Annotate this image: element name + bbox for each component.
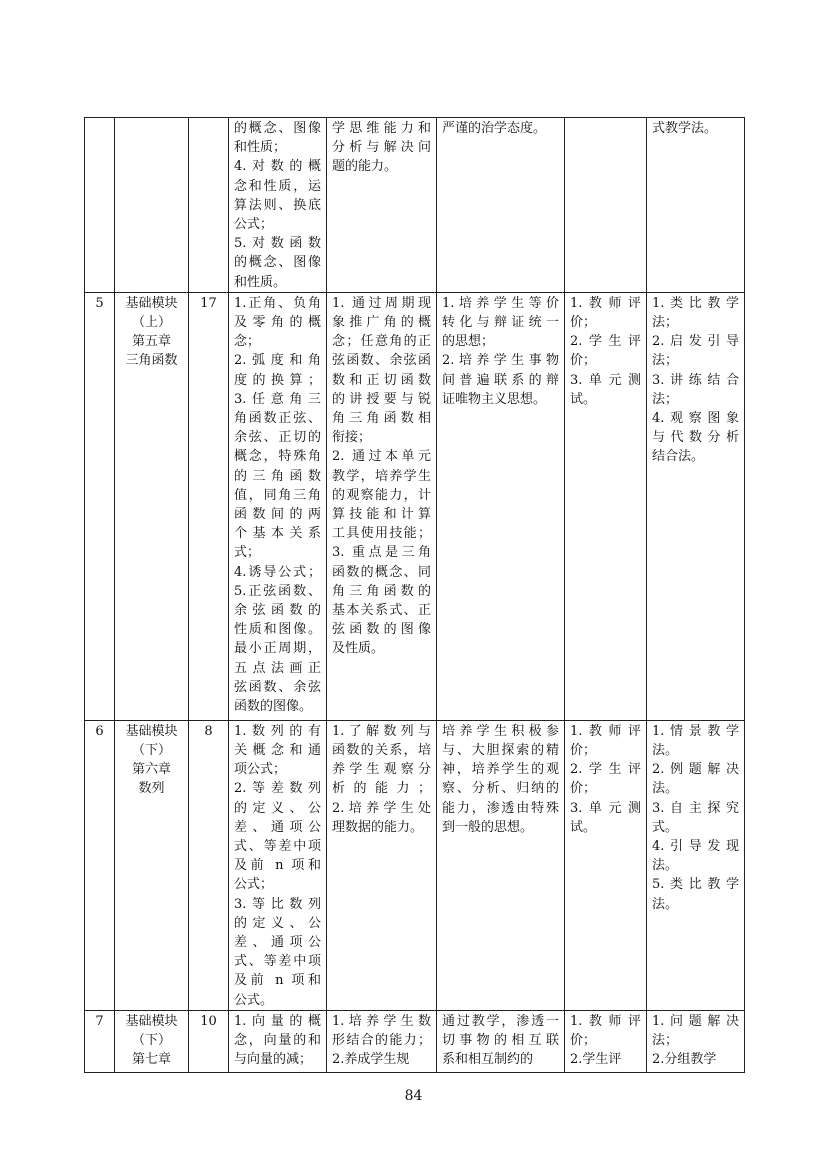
assessment-line: 1.教师评 bbox=[570, 1013, 641, 1029]
content-line: 差、通项公 bbox=[234, 935, 321, 951]
content-line: 个基本关系 bbox=[234, 526, 321, 542]
content-line: 3.任意角三 bbox=[234, 391, 321, 407]
module-line: 三角函数 bbox=[125, 353, 178, 369]
ability-line: 2. 通过本单元 bbox=[332, 449, 431, 465]
module-cell bbox=[115, 720, 189, 1010]
module-cell bbox=[115, 292, 189, 720]
assessment-line: 价； bbox=[570, 743, 597, 759]
assessment-cell bbox=[565, 118, 647, 293]
quality-line: 系和相互制约的 bbox=[442, 1052, 534, 1068]
hours-cell bbox=[189, 118, 229, 293]
content-line: 及前 n 项和 bbox=[234, 973, 321, 989]
content-line: 余弦函数的 bbox=[234, 603, 321, 619]
content-line: 余弦、正切的 bbox=[234, 430, 321, 446]
module-line: 第五章 bbox=[131, 334, 171, 350]
content-line: 函数间的两 bbox=[234, 507, 321, 523]
assessment-line: 2.学生评 bbox=[570, 334, 641, 350]
quality-line: 转化与辩证统一 bbox=[442, 315, 559, 331]
content-line: 函数的图像。 bbox=[234, 699, 313, 715]
ability-line: 工具使用技能； bbox=[332, 526, 431, 542]
module-cell bbox=[115, 118, 189, 293]
content-line: 和性质。 bbox=[234, 274, 287, 290]
quality-line: 严谨的治学态度。 bbox=[442, 121, 547, 136]
assessment-line: 2.学生评 bbox=[570, 1052, 622, 1068]
quality-line: 间普遍联系的辩 bbox=[442, 372, 559, 388]
assessment-cell bbox=[565, 292, 647, 720]
table-row bbox=[85, 720, 745, 1010]
quality-line: 能力，渗透由特殊 bbox=[442, 800, 559, 816]
content-line: 4.对数的概 bbox=[234, 159, 321, 175]
quality-cell bbox=[437, 720, 565, 1010]
method-line: 法。 bbox=[652, 896, 679, 912]
ability-line: 2.培养学生处 bbox=[332, 800, 431, 816]
content-line: 5.正弦函数、 bbox=[234, 583, 321, 599]
method-line: 法； bbox=[652, 1033, 679, 1049]
ability-line: 数和正切函数 bbox=[332, 372, 431, 388]
content-line: 度的换算； bbox=[234, 372, 321, 388]
method-line: 1.类比教学 bbox=[652, 295, 739, 311]
content-line: 的三角函数 bbox=[234, 468, 321, 484]
content-line: 念，向量的和 bbox=[234, 1033, 321, 1049]
methods-cell bbox=[647, 292, 745, 720]
quality-cell bbox=[437, 1010, 565, 1072]
ability-line: 教学，培养学生 bbox=[332, 468, 431, 484]
ability-line: 衔接； bbox=[332, 430, 372, 446]
content-line: 公式； bbox=[234, 877, 274, 893]
quality-cell bbox=[437, 292, 565, 720]
method-line: 式教学法。 bbox=[652, 121, 718, 136]
table-row bbox=[85, 1010, 745, 1072]
assessment-line: 2.学生评 bbox=[570, 762, 641, 778]
ability-line: 弦函数、余弦函 bbox=[332, 353, 431, 369]
method-line: 2.启发引导 bbox=[652, 334, 739, 350]
content-line: 差、通项公 bbox=[234, 819, 321, 835]
assessment-cell bbox=[565, 1010, 647, 1072]
method-line: 法； bbox=[652, 353, 679, 369]
module-line: 基础模块 bbox=[125, 295, 178, 311]
content-line: 与向量的减； bbox=[234, 1052, 313, 1068]
row-number-cell bbox=[85, 118, 115, 293]
method-line: 2.分组教学 bbox=[652, 1052, 717, 1068]
assessment-line: 试。 bbox=[570, 819, 597, 835]
content-line: 关概念和通 bbox=[234, 743, 321, 759]
ability-line: 念；任意角的正 bbox=[332, 334, 431, 350]
method-line: 结合法。 bbox=[652, 449, 705, 465]
method-line: 4.观察图象 bbox=[652, 411, 739, 427]
ability-line: 析的能力； bbox=[332, 781, 431, 797]
methods-cell bbox=[647, 118, 745, 293]
method-line: 1.情景教学 bbox=[652, 723, 739, 739]
content-line: 的定义、公 bbox=[234, 915, 321, 931]
content-line: 4.诱导公式； bbox=[234, 564, 321, 580]
methods-cell bbox=[647, 720, 745, 1010]
ability-line: 学思维能力和 bbox=[332, 121, 431, 136]
ability-line: 分析与解决问 bbox=[332, 140, 431, 156]
quality-line: 切事物的相互联 bbox=[442, 1033, 559, 1049]
quality-line: 培养学生积极参 bbox=[442, 723, 559, 739]
hours-cell: 8 bbox=[189, 720, 229, 1010]
quality-line: 到一般的思想。 bbox=[442, 819, 534, 835]
syllabus-table bbox=[84, 117, 745, 1073]
module-line: （下） bbox=[131, 1033, 171, 1049]
method-line: 5.类比教学 bbox=[652, 877, 739, 893]
content-line: 及前 n 项和 bbox=[234, 858, 321, 874]
content-line: 弦函数、余弦 bbox=[234, 679, 321, 695]
quality-line: 的思想； bbox=[442, 334, 495, 350]
ability-line: 养学生观察分 bbox=[332, 762, 431, 778]
content-line: 1.正角、负角 bbox=[234, 295, 321, 311]
ability-cell bbox=[327, 720, 437, 1010]
content-line: 性质和图像。 bbox=[234, 622, 321, 638]
method-line: 法； bbox=[652, 391, 679, 407]
ability-line: 3. 重点是三角 bbox=[332, 545, 431, 561]
ability-line: 的讲授要与锐 bbox=[332, 391, 431, 407]
content-line: 的概念、图像 bbox=[234, 255, 321, 271]
assessment-line: 3.单元测 bbox=[570, 372, 641, 388]
content-line: 五点法画正 bbox=[234, 660, 321, 676]
ability-line: 角三角函数相 bbox=[332, 411, 431, 427]
module-line: 基础模块 bbox=[125, 1013, 178, 1029]
assessment-cell bbox=[565, 720, 647, 1010]
hours-cell: 10 bbox=[189, 1010, 229, 1072]
hours-cell: 17 bbox=[189, 292, 229, 720]
ability-line: 1. 通过周期现 bbox=[332, 295, 431, 311]
content-line: 2.弧度和角 bbox=[234, 353, 321, 369]
quality-line: 神，培养学生的观 bbox=[442, 762, 559, 778]
method-line: 1.问题解决 bbox=[652, 1013, 739, 1029]
ability-line: 函数的概念、同 bbox=[332, 564, 431, 580]
method-line: 3.自主探究 bbox=[652, 800, 739, 816]
content-line: 的概念、图像 bbox=[234, 121, 321, 136]
module-line: 基础模块 bbox=[125, 723, 178, 739]
method-line: 4.引导发现 bbox=[652, 839, 739, 855]
content-cell bbox=[229, 118, 327, 293]
content-line: 角函数正弦、 bbox=[234, 411, 321, 427]
content-line: 式、等差中项 bbox=[234, 839, 321, 855]
content-line: 算法则、换底 bbox=[234, 197, 321, 213]
content-line: 式、等差中项 bbox=[234, 954, 321, 970]
ability-cell bbox=[327, 1010, 437, 1072]
assessment-line: 价； bbox=[570, 315, 597, 331]
quality-line: 2.培养学生事物 bbox=[442, 353, 559, 369]
content-line: 1.数列的有 bbox=[234, 723, 321, 739]
content-line: 1.向量的概 bbox=[234, 1013, 321, 1029]
ability-line: 及性质。 bbox=[332, 641, 385, 657]
content-cell bbox=[229, 1010, 327, 1072]
content-line: 念； bbox=[234, 334, 261, 350]
table-row bbox=[85, 292, 745, 720]
assessment-line: 价； bbox=[570, 353, 597, 369]
ability-line: 的观察能力，计 bbox=[332, 487, 431, 503]
content-line: 值，同角三角 bbox=[234, 487, 321, 503]
content-line: 3.等比数列 bbox=[234, 896, 321, 912]
method-line: 法。 bbox=[652, 858, 679, 874]
assessment-line: 1.教师评 bbox=[570, 723, 641, 739]
method-line: 式。 bbox=[652, 819, 679, 835]
content-line: 5.对数函数 bbox=[234, 236, 321, 252]
row-number-cell: 7 bbox=[85, 1010, 115, 1072]
module-line: （下） bbox=[131, 743, 171, 759]
module-line: 数列 bbox=[138, 781, 165, 797]
quality-cell bbox=[437, 118, 565, 293]
ability-cell bbox=[327, 118, 437, 293]
quality-line: 与、大胆探索的精 bbox=[442, 743, 559, 759]
assessment-line: 试。 bbox=[570, 391, 597, 407]
table-body bbox=[85, 118, 745, 1073]
row-number-cell: 6 bbox=[85, 720, 115, 1010]
content-line: 项公式； bbox=[234, 762, 287, 778]
row-number-cell: 5 bbox=[85, 292, 115, 720]
ability-line: 理数据的能力。 bbox=[332, 819, 424, 835]
content-line: 公式。 bbox=[234, 992, 274, 1008]
page-number: 84 bbox=[404, 1088, 423, 1104]
assessment-line: 价； bbox=[570, 1033, 597, 1049]
ability-line: 算技能和计算 bbox=[332, 507, 431, 523]
module-line: 第七章 bbox=[131, 1052, 171, 1068]
assessment-line: 1.教师评 bbox=[570, 295, 641, 311]
content-line: 2.等差数列 bbox=[234, 781, 321, 797]
quality-line: 1.培养学生等价 bbox=[442, 295, 559, 311]
content-line: 和性质； bbox=[234, 140, 287, 156]
ability-line: 弦函数的图像 bbox=[332, 622, 431, 638]
content-line: 的定义、公 bbox=[234, 800, 321, 816]
ability-line: 形结合的能力； bbox=[332, 1033, 431, 1049]
ability-line: 基本关系式、正 bbox=[332, 603, 431, 619]
content-cell bbox=[229, 720, 327, 1010]
methods-cell bbox=[647, 1010, 745, 1072]
quality-line: 通过教学，渗透一 bbox=[442, 1013, 559, 1029]
module-line: （上） bbox=[131, 315, 171, 331]
content-line: 公式； bbox=[234, 217, 274, 233]
table-row bbox=[85, 118, 745, 293]
content-cell bbox=[229, 292, 327, 720]
ability-line: 函数的关系，培 bbox=[332, 743, 431, 759]
ability-line: 角三角函数的 bbox=[332, 583, 431, 599]
method-line: 法。 bbox=[652, 743, 679, 759]
method-line: 与代数分析 bbox=[652, 430, 739, 446]
content-line: 及零角的概 bbox=[234, 315, 321, 331]
ability-line: 1.了解数列与 bbox=[332, 723, 431, 739]
content-line: 念和性质，运 bbox=[234, 178, 321, 194]
method-line: 3.讲练结合 bbox=[652, 372, 739, 388]
content-line: 最小正周期， bbox=[234, 641, 321, 657]
module-line: 第六章 bbox=[131, 762, 171, 778]
method-line: 法； bbox=[652, 315, 679, 331]
method-line: 2.例题解决 bbox=[652, 762, 739, 778]
ability-line: 题的能力。 bbox=[332, 159, 398, 175]
method-line: 法。 bbox=[652, 781, 679, 797]
ability-line: 1.培养学生数 bbox=[332, 1013, 431, 1029]
content-line: 式； bbox=[234, 545, 261, 561]
content-line: 概念，特殊角 bbox=[234, 449, 321, 465]
ability-line: 象推广角的概 bbox=[332, 315, 431, 331]
quality-line: 证唯物主义思想。 bbox=[442, 391, 547, 407]
module-cell bbox=[115, 1010, 189, 1072]
ability-line: 2.养成学生规 bbox=[332, 1052, 410, 1068]
quality-line: 察、分析、归纳的 bbox=[442, 781, 559, 797]
assessment-line: 价； bbox=[570, 781, 597, 797]
ability-cell bbox=[327, 292, 437, 720]
assessment-line: 3.单元测 bbox=[570, 800, 641, 816]
